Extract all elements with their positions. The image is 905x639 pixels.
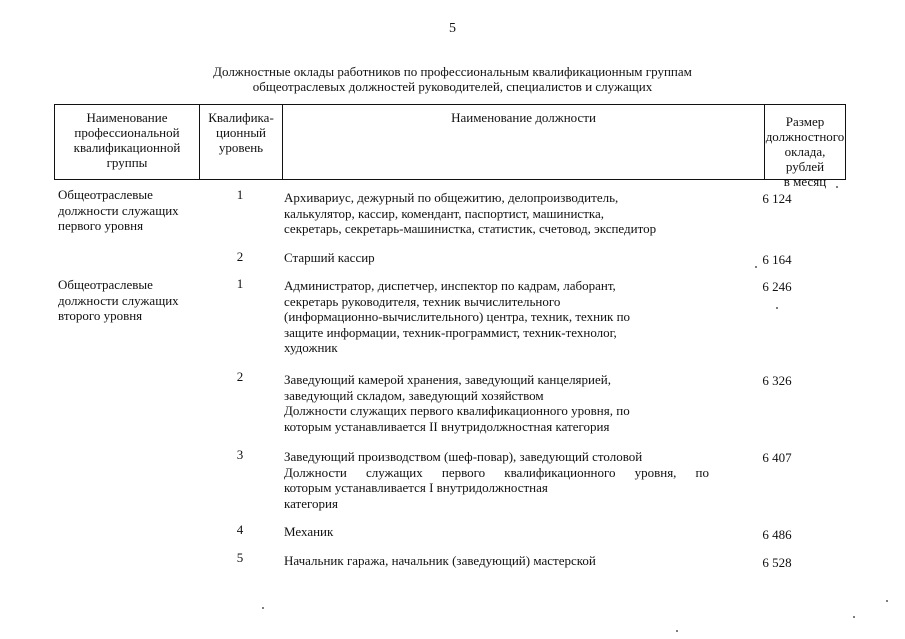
group-text: Общеотраслевые [58,277,153,292]
header-position [283,105,765,179]
document-title [150,64,755,94]
group-first-level [58,187,208,234]
salary-cell: 6 486 [762,527,792,542]
position-cell [284,524,709,540]
position-line: которым устанавливается II внутридолжностная категория [284,418,610,434]
level-cell: 4 [236,522,244,537]
salary-cell: 6 326 [762,373,792,388]
salary-cell: 6 124 [762,191,792,206]
header-text: группы [106,155,148,170]
header-text: Наименование [86,110,168,125]
position-line: категория [284,495,338,511]
header-text: Наименование должности [451,110,596,125]
group-text: Общеотраслевые [58,187,153,202]
header-text: должностного [765,129,845,144]
position-line: защите информации, техник-программист, техник-технолог, [284,324,617,340]
position-line: секретарь руководителя, техник вычислительного [284,293,561,309]
salary-cell: 6 246 [762,279,792,294]
salary-cell: 6 407 [762,450,792,465]
header-text: профессиональной [74,125,180,140]
group-text: второго уровня [58,308,143,323]
position-line: калькулятор, кассир, комендант, паспортист, машинистка, [284,205,605,221]
header-text: оклада, рублей [784,144,826,174]
position-cell [284,250,709,266]
header-text: Размер [785,114,825,129]
level-cell: 5 [236,550,244,565]
position-line: Должности служащих первого квалификационного уровня, по [284,464,709,480]
group-text: должности служащих [58,202,179,218]
speck [886,600,888,602]
speck [262,607,264,609]
position-line: которым устанавливается I внутридолжностная [284,480,548,495]
position-line: Архивариус, дежурный по общежитию, делопроизводитель, [284,190,619,205]
position-line: секретарь, секретарь-машинистка, статистик, счетовод, экспедитор [284,221,657,236]
header-text: ционный [215,125,267,140]
position-cell [284,553,709,569]
position-line: заведующий складом, заведующий хозяйством [284,387,544,403]
position-line: Должности служащих первого квалификационного уровня, по [284,403,630,418]
header-text: квалификационной [73,140,181,155]
header-salary [765,105,845,189]
position-cell [284,278,709,356]
position-cell [284,372,709,434]
level-cell: 3 [236,447,244,462]
speck [755,266,757,268]
level-cell: 1 [236,187,244,202]
position-line: Заведующий производством (шеф-повар), заведующий столовой [284,449,643,464]
header-text: в месяц [783,174,827,189]
speck [836,186,838,188]
speck [776,307,778,309]
position-line: художник [284,340,338,355]
page-number: 5 [449,21,456,36]
header-text: Квалифика- [208,110,274,125]
header-group [55,105,200,179]
position-cell [284,190,709,237]
position-line: (информационно-вычислительного) центра, техник, техник по [284,309,631,324]
position-line: Администратор, диспетчер, инспектор по кадрам, лаборант, [284,278,616,293]
position-cell [284,449,709,511]
level-cell: 2 [236,249,244,264]
position-line: Заведующий камерой хранения, заведующий канцелярией, [284,372,611,387]
level-cell: 2 [236,369,244,384]
position-line: Механик [284,524,334,539]
group-text: должности служащих [58,292,179,308]
speck [853,616,855,618]
position-line: Старший кассир [284,250,375,265]
position-line: Начальник гаража, начальник (заведующий) мастерской [284,553,596,568]
group-second-level [58,277,208,324]
speck [676,630,678,632]
salary-cell: 6 528 [762,555,792,570]
group-text: первого уровня [58,218,144,233]
header-level [200,105,283,179]
level-cell: 1 [236,276,244,291]
title-line-2: общеотраслевых должностей руководителей, специалистов и служащих [252,79,653,94]
table-header [54,104,846,189]
header-text: уровень [218,140,264,155]
salary-cell: 6 164 [762,252,792,267]
title-line-1: Должностные оклады работников по профессиональным квалификационным группам [213,64,692,79]
